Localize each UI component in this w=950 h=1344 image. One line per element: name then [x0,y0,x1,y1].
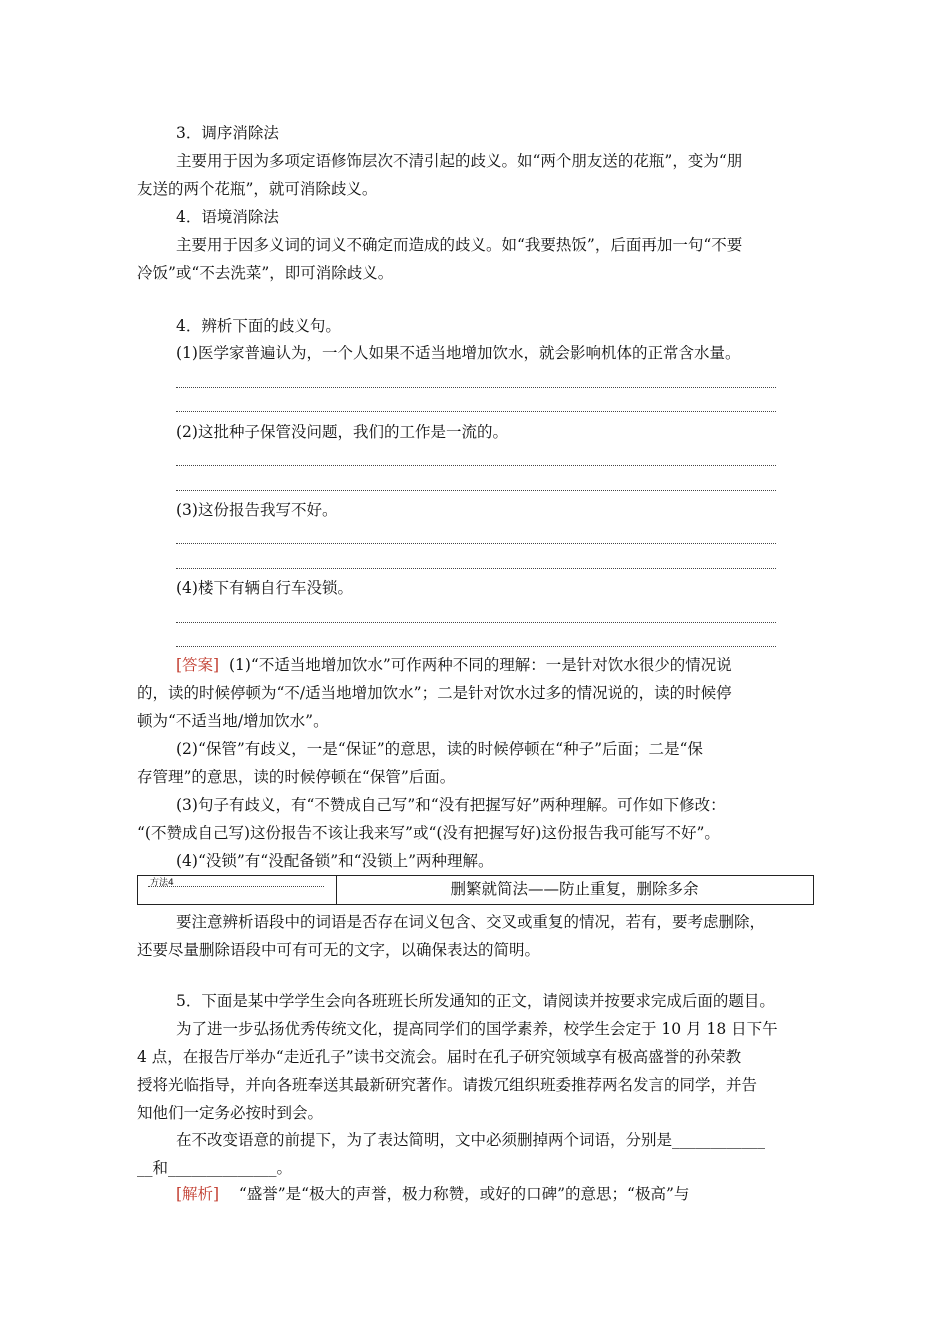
method4-title: 删繁就简法——防止重复，删除多余 [450,880,699,898]
q5-passage-line2: 4 点，在报告厅举办“走近孔子”读书交流会。届时在孔子研究领域享有极高盛誉的孙荣教 [137,1048,742,1066]
answer-block-2-line2: 存管理”的意思，读的时候停顿在“保管”后面。 [137,768,456,786]
answer-block-1-line3: 顿为“不适当地/增加饮水”。 [137,712,329,730]
answer-block-3-line2: “(不赞成自己写)这份报告不该让我来写”或“(没有把握写好)这份报告我可能写不好”。 [137,824,720,842]
answer-block-1-line1 [176,655,732,675]
q4-item-2: (2)这批种子保管没问题，我们的工作是一流的。 [176,423,508,441]
sec4-paragraph-line2: 冷饭”或“不去洗菜”，即可消除歧义。 [137,264,394,282]
answer-line[interactable] [176,411,776,412]
answer-tag: [答案] [176,656,220,674]
q4-item-4: (4)楼下有辆自行车没锁。 [176,579,353,597]
method4-box [137,875,814,905]
analysis-text: “盛誉”是“极大的声誉，极力称赞，或好的口碑”的意思；“极高”与 [238,1185,690,1203]
method4-paragraph-line1: 要注意辨析语段中的词语是否存在词义包含、交叉或重复的情况，若有，要考虑删除， [176,913,766,931]
sec3-paragraph-line2: 友送的两个花瓶”，就可消除歧义。 [137,180,378,198]
answer-block-1-line2: 的，读的时候停顿为“不/适当地增加饮水”；二是针对饮水过多的情况说的，读的时候停 [137,684,732,702]
method4-tag: 方法4 [150,878,174,888]
q4-stem: 4．辨析下面的歧义句。 [176,317,341,335]
analysis-line1 [176,1184,689,1204]
answer-block-4: (4)“没锁”有“没配备锁”和“没锁上”两种理解。 [176,852,494,870]
q5-task-line1[interactable]: 在不改变语意的前提下，为了表达简明，文中必须删掉两个词语，分别是____________ [176,1131,766,1149]
q5-passage-line1: 为了进一步弘扬优秀传统文化，提高同学们的国学素养，校学生会定于 10 月 18 日下午 [176,1020,778,1038]
sec3-heading: 3．调序消除法 [176,124,279,142]
sec4-paragraph-line1: 主要用于因多义词的词义不确定而造成的歧义。如“我要热饭”，后面再加一句“不要 [176,236,743,254]
analysis-tag: [解析] [176,1185,220,1203]
answer-line[interactable] [176,387,776,388]
answer-text: (1)“不适当地增加饮水”可作两种不同的理解：一是针对饮水很少的情况说 [228,656,732,674]
method4-paragraph-line2: 还要尽量删除语段中可有可无的文字，以确保表达的简明。 [137,941,541,959]
q5-passage-line3: 授将光临指导，并向各班奉送其最新研究著作。请拨冗组织班委推荐两名发言的同学，并告 [137,1076,758,1094]
answer-line[interactable] [176,568,776,569]
sec3-paragraph-line1: 主要用于因为多项定语修饰层次不清引起的歧义。如“两个朋友送的花瓶”，变为“朋 [176,152,743,170]
answer-line[interactable] [176,646,776,647]
answer-line[interactable] [176,465,776,466]
sec4-heading: 4．语境消除法 [176,208,279,226]
q4-item-1: (1)医学家普遍认为，一个人如果不适当地增加饮水，就会影响机体的正常含水量。 [176,344,741,362]
answer-line[interactable] [176,543,776,544]
q5-task-line2[interactable]: __和______________。 [137,1159,293,1177]
q5-stem: 5．下面是某中学学生会向各班班长所发通知的正文，请阅读并按要求完成后面的题目。 [176,992,775,1010]
answer-block-3-line1: (3)句子有歧义，有“不赞成自己写”和“没有把握写好”两种理解。可作如下修改： [176,796,726,814]
answer-block-2-line1: (2)“保管”有歧义，一是“保证”的意思，读的时候停顿在“种子”后面；二是“保 [176,740,703,758]
q4-item-3: (3)这份报告我写不好。 [176,501,338,519]
q5-passage-line4: 知他们一定务必按时到会。 [137,1104,324,1122]
method4-tag-divider [148,886,324,887]
answer-line[interactable] [176,622,776,623]
method4-tag-cell [138,876,337,904]
answer-line[interactable] [176,490,776,491]
